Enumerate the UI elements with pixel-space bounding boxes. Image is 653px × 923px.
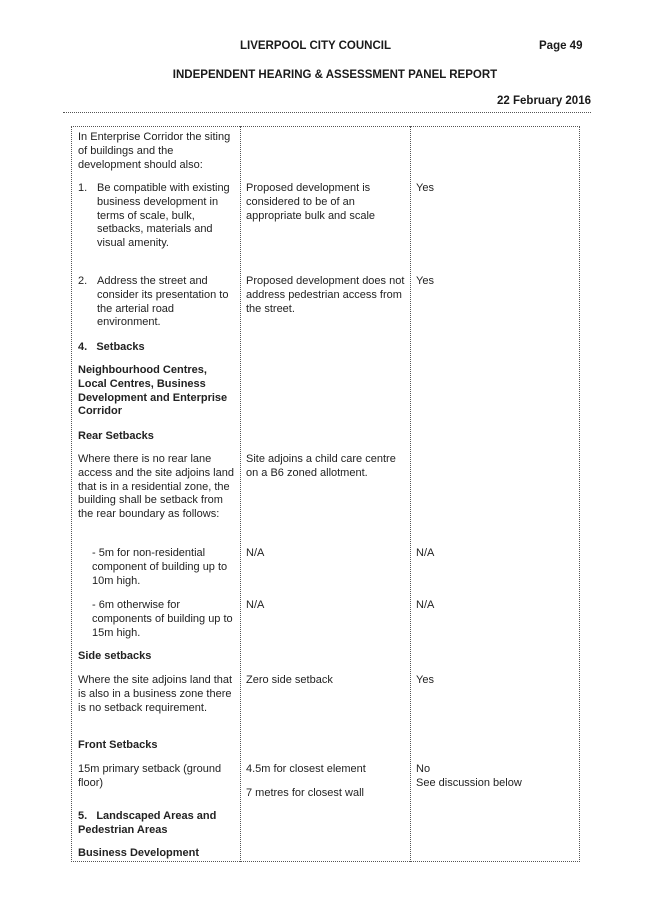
header-rule xyxy=(63,112,591,113)
item-number: 1. xyxy=(78,182,88,194)
control-text: 15m primary setback (ground floor) xyxy=(78,763,222,789)
rear-setbacks-heading: Rear Setbacks xyxy=(78,430,154,442)
report-title: INDEPENDENT HEARING & ASSESSMENT PANEL REPORT xyxy=(172,69,498,81)
proposal-text: Proposed development does not address pedestrian access from the street. xyxy=(246,275,405,315)
page-number: Page 49 xyxy=(539,40,583,52)
compliance-text: Yes xyxy=(416,674,434,686)
business-development-heading: Business Development xyxy=(78,847,200,859)
side-setbacks-heading: Side setbacks xyxy=(78,650,152,662)
column-divider xyxy=(240,126,241,862)
control-text: Where there is no rear lane access and the site adjoins land that is in a residential zone, the building shall be setback from the rear boundary as follows: xyxy=(78,453,234,521)
compliance-text: N/A xyxy=(416,599,435,611)
front-setbacks-heading: Front Setbacks xyxy=(78,739,158,751)
proposal-text: Site adjoins a child care centre on a B6 zoned allotment. xyxy=(246,453,396,479)
control-text: - 5m for non-residential component of building up to 10m high. xyxy=(92,547,228,587)
compliance-text: Yes xyxy=(416,182,434,194)
proposal-text: N/A xyxy=(246,547,265,559)
council-name: LIVERPOOL CITY COUNCIL xyxy=(240,40,392,52)
section-heading: 5. Landscaped Areas and Pedestrian Areas xyxy=(78,810,220,836)
compliance-text: N/A xyxy=(416,547,435,559)
intro-text: In Enterprise Corridor the siting of buildings and the development should also: xyxy=(78,131,231,171)
section-subheading: Neighbourhood Centres, Local Centres, Business Development and Enterprise Corridor xyxy=(78,364,228,418)
control-text: Be compatible with existing business development in terms of scale, bulk, setbacks, materials and visual amenity. xyxy=(97,182,230,250)
proposal-text: 4.5m for closest element xyxy=(246,763,366,775)
compliance-text: Yes xyxy=(416,275,434,287)
compliance-text: No xyxy=(416,763,431,775)
compliance-text: See discussion below xyxy=(416,777,522,789)
report-date: 22 February 2016 xyxy=(497,95,591,107)
proposal-text: N/A xyxy=(246,599,265,611)
proposal-text: Zero side setback xyxy=(246,674,333,686)
control-text: Where the site adjoins land that is also in a business zone there is no setback requirement. xyxy=(78,674,233,714)
section-heading: 4. Setbacks xyxy=(78,341,145,353)
proposal-text: Proposed development is considered to be of an appropriate bulk and scale xyxy=(246,182,376,222)
control-text: - 6m otherwise for components of building up to 15m high. xyxy=(92,599,233,639)
proposal-text: 7 metres for closest wall xyxy=(246,787,364,799)
column-divider xyxy=(410,126,411,862)
control-text: Address the street and consider its presentation to the arterial road environment. xyxy=(97,275,229,329)
item-number: 2. xyxy=(78,275,88,287)
